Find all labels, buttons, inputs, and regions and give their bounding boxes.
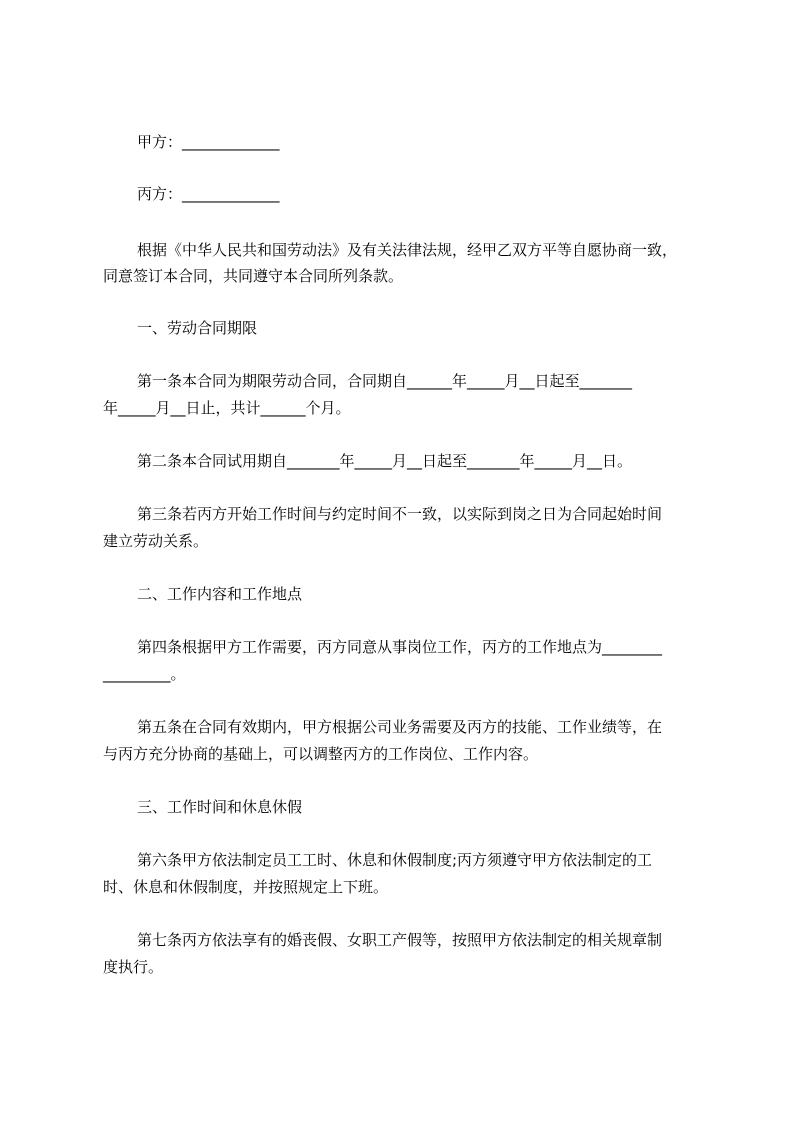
article-2: 第二条本合同试用期自_______年_____月__日起至_______年_____月__日。: [137, 452, 633, 470]
article-7-line-1: 第七条丙方依法享有的婚丧假、女职工产假等，按照甲方依法制定的相关规章制: [137, 931, 663, 949]
article-1-line-2: 年_____月__日止，共计______个月。: [103, 399, 351, 417]
section-3-title: 三、工作时间和休息休假: [137, 798, 303, 816]
intro-line-2: 同意签订本合同，共同遵守本合同所列条款。: [103, 267, 404, 285]
party-c-field: 丙方：_____________: [137, 185, 280, 203]
article-5-line-1: 第五条在合同有效期内，甲方根据公司业务需要及丙方的技能、工作业绩等，在: [137, 718, 663, 736]
party-a-field: 甲方：_____________: [137, 133, 280, 151]
article-3-line-1: 第三条若丙方开始工作时间与约定时间不一致，以实际到岗之日为合同起始时间: [137, 505, 663, 523]
section-2-title: 二、工作内容和工作地点: [137, 585, 303, 603]
article-6-line-2: 时、休息和休假制度，并按照规定上下班。: [103, 878, 389, 896]
article-7-line-2: 度执行。: [103, 958, 164, 976]
article-6-line-1: 第六条甲方依法制定员工工时、休息和休假制度;丙方须遵守甲方依法制定的工: [137, 851, 653, 869]
article-5-line-2: 与丙方充分协商的基础上，可以调整丙方的工作岗位、工作内容。: [103, 745, 539, 763]
article-3-line-2: 建立劳动关系。: [103, 532, 209, 550]
article-4-line-2: _________。: [103, 665, 186, 683]
article-4-line-1: 第四条根据甲方工作需要，丙方同意从事岗位工作，丙方的工作地点为________: [137, 638, 663, 656]
intro-line-1: 根据《中华人民共和国劳动法》及有关法律法规，经甲乙双方平等自愿协商一致，: [137, 241, 678, 259]
section-1-title: 一、劳动合同期限: [137, 319, 258, 337]
article-1-line-1: 第一条本合同为期限劳动合同，合同期自______年_____月__日起至_______: [137, 372, 633, 390]
